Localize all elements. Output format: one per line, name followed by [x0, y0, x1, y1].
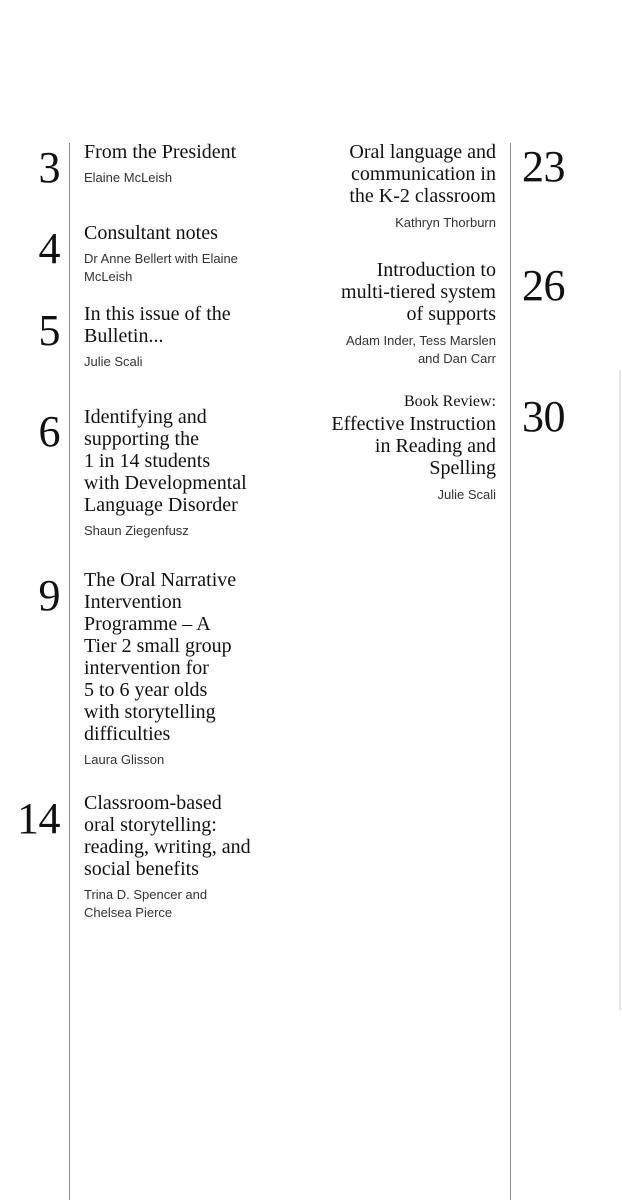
toc-page-number: 30	[522, 392, 565, 441]
toc-entry-author: Laura Glisson	[84, 752, 165, 767]
toc-entry-title: Introduction to multi-tiered system of supports	[341, 259, 496, 325]
toc-entry-in-this-issue[interactable]	[84, 303, 294, 371]
toc-page-number: 4	[38, 224, 60, 273]
toc-entry-title: Effective Instruction in Reading and Spelling	[331, 413, 496, 479]
toc-entry-title: In this issue of the Bulletin...	[84, 303, 231, 347]
toc-page-number: 23	[522, 142, 565, 191]
toc-entry-oral-language-k2[interactable]	[296, 141, 496, 232]
toc-page-number: 3	[38, 143, 60, 192]
left-column-divider	[69, 143, 70, 1200]
toc-entry-title: From the President	[84, 141, 237, 163]
toc-entry-author: Adam Inder, Tess Marslen and Dan Carr	[345, 333, 496, 366]
toc-entry-author: Elaine McLeish	[84, 170, 173, 185]
scroll-indicator	[619, 370, 621, 1010]
toc-page-number: 6	[38, 407, 60, 456]
toc-entry-oral-narrative-intervention[interactable]	[84, 569, 294, 769]
toc-entry-author: Trina D. Spencer and Chelsea Pierce	[84, 887, 208, 920]
toc-entry-author: Dr Anne Bellert with Elaine McLeish	[84, 251, 238, 284]
toc-entry-author: Julie Scali	[84, 354, 143, 369]
toc-page-number: 14	[17, 794, 60, 843]
toc-entry-book-review[interactable]	[296, 392, 496, 504]
toc-entry-title: Oral language and communication in the K-2 classroom	[349, 141, 496, 207]
toc-entry-multi-tiered-supports[interactable]	[296, 259, 496, 368]
toc-entry-author: Julie Scali	[437, 487, 496, 502]
toc-entry-consultant-notes[interactable]	[84, 222, 294, 286]
toc-entry-title: Identifying and supporting the 1 in 14 students with Developmental Language Disorder	[84, 406, 247, 516]
toc-page-number: 9	[38, 571, 60, 620]
toc-page-number: 5	[38, 306, 60, 355]
right-column-divider	[510, 143, 511, 1200]
toc-entry-kicker: Book Review:	[404, 393, 496, 410]
toc-entry-from-the-president[interactable]	[84, 141, 294, 187]
toc-entry-developmental-language-disorder[interactable]	[84, 406, 294, 540]
toc-entry-author: Shaun Ziegenfusz	[84, 523, 189, 538]
toc-entry-title: The Oral Narrative Intervention Programme – A Tier 2 small group intervention for 5 to 6 year olds with storytelling difficulties	[84, 569, 237, 745]
toc-entry-author: Kathryn Thorburn	[395, 215, 496, 230]
toc-page-number: 26	[522, 261, 565, 310]
toc-entry-title: Classroom-based oral storytelling: reading, writing, and social benefits	[84, 792, 251, 880]
toc-entry-title: Consultant notes	[84, 222, 218, 244]
toc-entry-classroom-oral-storytelling[interactable]	[84, 792, 294, 922]
